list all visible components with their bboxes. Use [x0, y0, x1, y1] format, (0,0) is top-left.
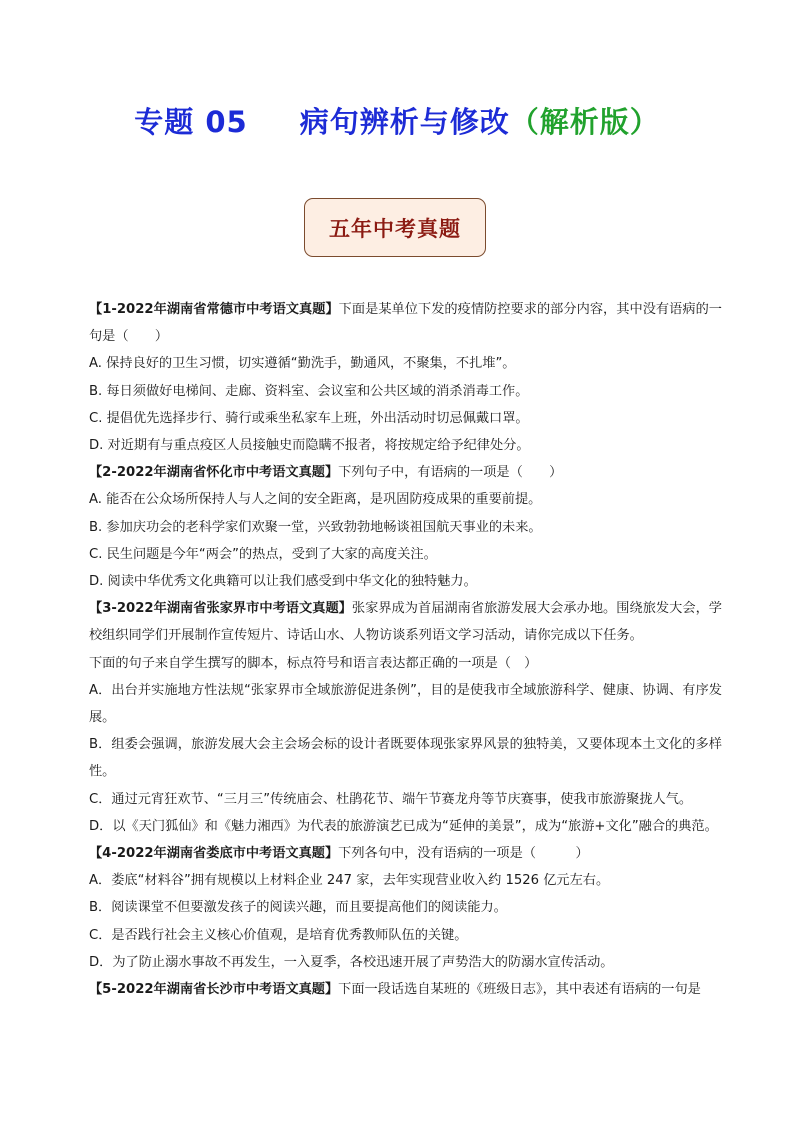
question-4-option-d: D．为了防止溺水事故不再发生，一入夏季，各校迅速开展了声势浩大的防溺水宣传活动。 [89, 954, 614, 970]
question-source: 【2-2022年湖南省怀化市中考语文真题】 [89, 465, 339, 481]
question-3-sub-stem: 下面的句子来自学生撰写的脚本，标点符号和语言表达都正确的一项是（ ） [89, 655, 538, 671]
question-text: 下列句子中，有语病的一项是（ ） [338, 465, 563, 481]
title-topic-number: 专题 05 [134, 105, 248, 139]
question-source: 【5-2022年湖南省长沙市中考语文真题】 [89, 982, 339, 998]
question-4-stem [89, 840, 722, 867]
question-3-option-a: A．出台并实施地方性法规“张家界市全域旅游促进条例”，目的是使我市全域旅游科学、健康、协调、有序发展。 [89, 682, 722, 726]
question-source: 【3-2022年湖南省张家界市中考语文真题】 [89, 601, 352, 617]
question-1-stem [89, 296, 722, 350]
question-4-option-b: B．阅读课堂不但要激发孩子的阅读兴趣，而且要提高他们的阅读能力。 [89, 900, 507, 916]
question-3-option-d: D．以《天门狐仙》和《魅力湘西》为代表的旅游演艺已成为“延伸的美景”，成为“旅游+文化”融合的典范。 [89, 818, 718, 834]
question-5-stem [89, 976, 722, 1003]
page-title [0, 100, 794, 141]
question-4-option-a: A．娄底“材料谷”拥有规模以上材料企业 247 家，去年实现营业收入约 1526 亿元左右。 [89, 873, 610, 889]
question-2-option-a: A. 能否在公众场所保持人与人之间的安全距离，是巩固防疫成果的重要前提。 [89, 492, 542, 508]
title-topic-name: 病句辨析与修改 [299, 105, 510, 139]
question-list [89, 296, 722, 1003]
question-2-stem [89, 459, 722, 486]
question-text: 张家界成为首届湖南省旅游发展大会承办地。围绕旅发大会，学校组织同学们开展制作宣传短片、诗话山水、人物访谈系列语文学习活动，请你完成以下任务。 [89, 601, 722, 644]
question-source: 【1-2022年湖南省常德市中考语文真题】 [89, 302, 339, 317]
question-text: 下面是某单位下发的疫情防控要求的部分内容，其中没有语病的一句是（ ） [89, 302, 722, 345]
question-3-stem [89, 595, 722, 649]
question-text: 下面一段话选自某班的《班级日志》，其中表述有语病的一句是 [338, 982, 701, 998]
question-text: 下列各句中，没有语病的一项是（ ） [338, 846, 589, 862]
title-edition: （解析版） [509, 105, 660, 139]
question-2-option-d: D. 阅读中华优秀文化典籍可以让我们感受到中华文化的独特魅力。 [89, 574, 477, 590]
section-badge [304, 198, 486, 257]
question-3-option-c: C．通过元宵狂欢节、“三月三”传统庙会、杜鹃花节、端午节赛龙舟等节庆赛事，使我市旅游聚拢人气。 [89, 791, 693, 807]
section-badge-label: 五年中考真题 [329, 215, 461, 241]
question-source: 【4-2022年湖南省娄底市中考语文真题】 [89, 846, 339, 862]
question-2-option-b: B. 参加庆功会的老科学家们欢聚一堂，兴致勃勃地畅谈祖国航天事业的未来。 [89, 519, 542, 535]
question-1-option-b: B. 每日须做好电梯间、走廊、资料室、会议室和公共区域的消杀消毒工作。 [89, 383, 529, 399]
question-1-option-c: C. 提倡优先选择步行、骑行或乘坐私家车上班，外出活动时切忌佩戴口罩。 [89, 410, 529, 426]
question-1-option-d: D. 对近期有与重点疫区人员接触史而隐瞒不报者，将按规定给予纪律处分。 [89, 438, 530, 454]
question-1-option-a: A. 保持良好的卫生习惯，切实遵循“勤洗手，勤通风，不聚集，不扎堆”。 [89, 356, 516, 372]
question-4-option-c: C．是否践行社会主义核心价值观，是培育优秀教师队伍的关键。 [89, 927, 468, 943]
question-2-option-c: C. 民生问题是今年“两会”的热点，受到了大家的高度关注。 [89, 546, 437, 562]
question-3-option-b: B．组委会强调，旅游发展大会主会场会标的设计者既要体现张家界风景的独特美，又要体现本土文化的多样性。 [89, 737, 722, 780]
